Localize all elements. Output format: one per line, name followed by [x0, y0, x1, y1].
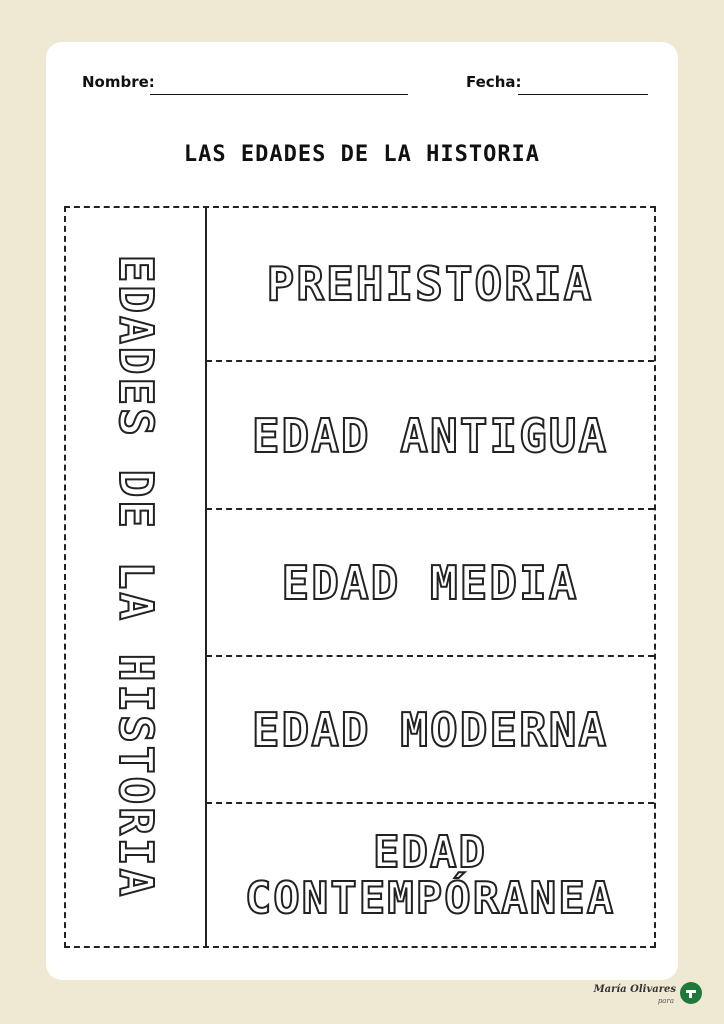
age-label-line1: EDAD [373, 826, 487, 878]
age-label: EDAD ANTIGUA [251, 408, 609, 463]
age-label: EDAD MEDIA [281, 556, 579, 611]
page-title: LAS EDADES DE LA HISTORIA [183, 142, 541, 167]
ages-rows [206, 208, 654, 946]
name-label: Nombre: [82, 73, 155, 91]
age-label: PREHISTORIA [266, 256, 594, 311]
age-row [206, 655, 654, 804]
brand-author: María Olivares [593, 984, 676, 995]
age-label [244, 826, 616, 924]
worksheet [46, 42, 678, 980]
age-label-line2: CONTEMPÓRANEA [244, 873, 616, 924]
date-field[interactable] [518, 94, 648, 95]
logo-glyph-icon [680, 982, 702, 1004]
side-column [66, 208, 207, 946]
brand-sub: para [657, 997, 674, 1005]
ages-table [64, 206, 656, 948]
logo-icon [680, 982, 702, 1004]
side-label: EDADES DE LA HISTORIA [108, 254, 163, 900]
name-field[interactable] [150, 94, 408, 95]
brand-mark [590, 982, 720, 1018]
age-row [206, 802, 654, 948]
age-row [206, 360, 654, 510]
age-label: EDAD MODERNA [251, 703, 609, 758]
age-row [206, 208, 654, 360]
age-row [206, 508, 654, 657]
date-label: Fecha: [466, 73, 522, 91]
